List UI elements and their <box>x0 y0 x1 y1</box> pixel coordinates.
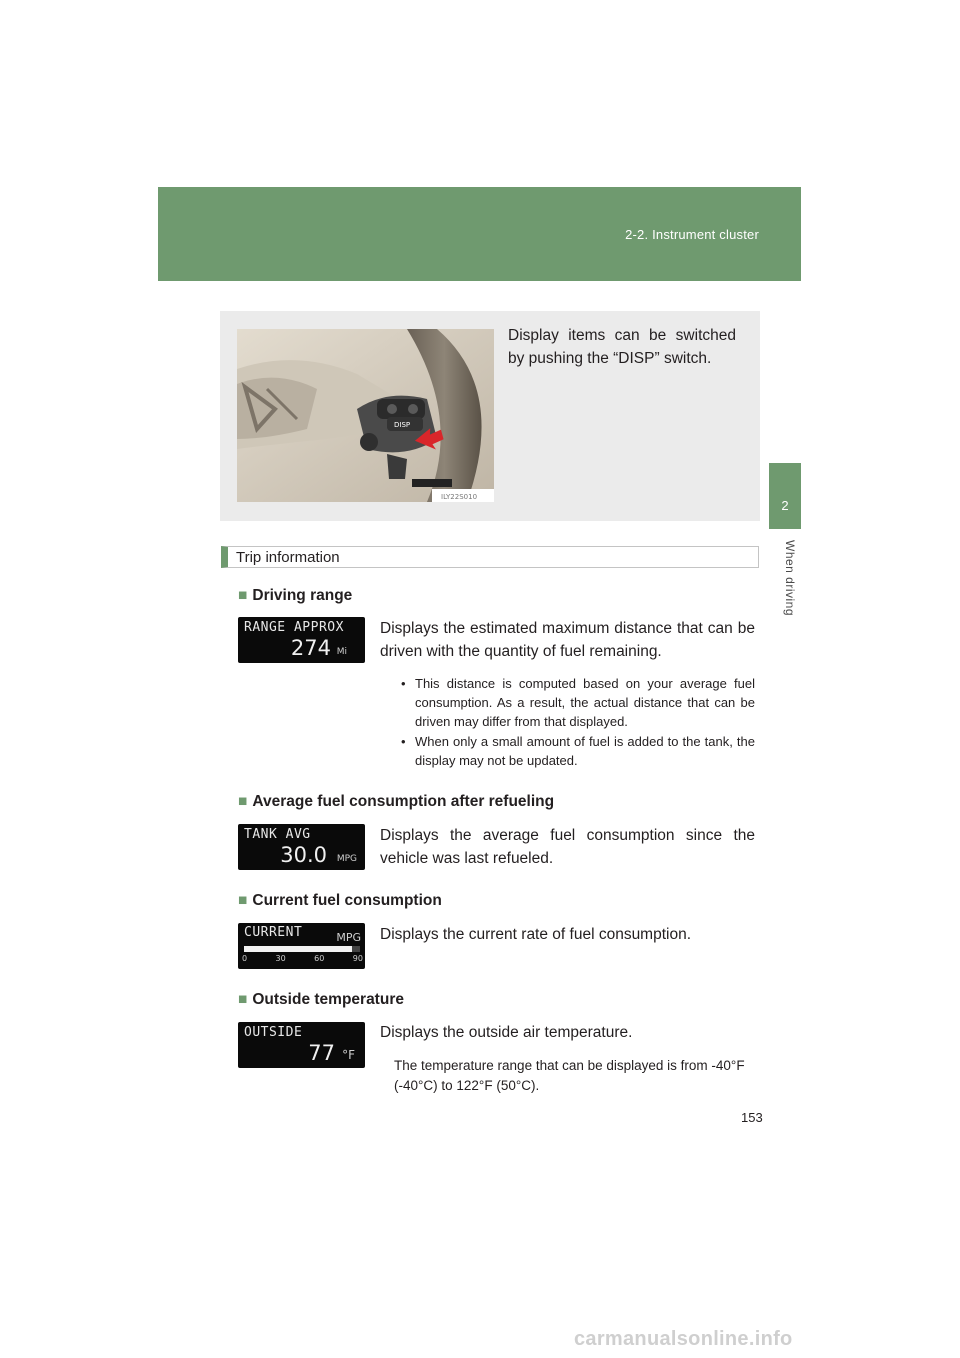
bullet-dot-icon: • <box>401 734 406 749</box>
lcd-unit: °F <box>342 1048 355 1062</box>
lcd-value: 77 <box>308 1041 335 1065</box>
description-driving-range: Displays the estimated maximum distance that can be driven with the quantity of fuel remaining. <box>380 620 755 660</box>
square-bullet-icon: ■ <box>238 587 248 604</box>
square-bullet-icon: ■ <box>238 892 248 909</box>
subheading-current-fuel: ■ Current fuel consumption <box>238 892 442 909</box>
lcd-outside-temperature <box>238 1022 365 1068</box>
subheading-driving-range: ■ Driving range <box>238 587 353 604</box>
temperature-range-note: The temperature range that can be displayed is from -40°F (-40°C) to 122°F (50°C). <box>394 1058 745 1093</box>
page-number: 153 <box>741 1110 763 1125</box>
description-average-fuel: Displays the average fuel consumption since the vehicle was last refueled. <box>380 827 755 867</box>
section-title: Trip information <box>236 549 340 566</box>
figure-panel <box>220 311 760 521</box>
lcd-label: TANK AVG <box>244 827 311 842</box>
lcd-label: RANGE APPROX <box>244 620 344 635</box>
lcd-current-fuel <box>238 923 365 969</box>
figure-caption: Display items can be switched by pushing the “DISP” switch. <box>508 327 736 367</box>
chapter-number: 2 <box>781 498 789 513</box>
bullet-dot-icon: • <box>401 676 406 691</box>
description-outside-temperature: Displays the outside air temperature. <box>380 1024 633 1041</box>
image-code: ILY22S010 <box>441 493 478 501</box>
scale-tick-label: 0 <box>242 954 248 963</box>
header-band <box>158 187 801 281</box>
subheading-outside-temperature: ■ Outside temperature <box>238 991 404 1008</box>
disp-switch-label: DISP <box>394 421 411 429</box>
lcd-value: 30.0 <box>280 843 327 867</box>
lcd-value: 274 <box>290 636 331 660</box>
square-bullet-icon: ■ <box>238 991 248 1008</box>
square-bullet-icon: ■ <box>238 793 248 810</box>
fuel-gauge-fill <box>244 946 352 952</box>
lcd-unit: MPG <box>336 854 357 864</box>
bullet-item: • When only a small amount of fuel is added to the tank, the display may not be updated. <box>401 734 755 768</box>
fuel-gauge-bar <box>244 946 360 952</box>
description-current-fuel: Displays the current rate of fuel consumption. <box>380 926 692 943</box>
scale-tick-label: 90 <box>352 954 363 963</box>
lcd-average-fuel <box>238 824 365 870</box>
steering-wheel-illustration <box>237 329 494 502</box>
lcd-unit: MPG <box>336 931 361 944</box>
subheading-average-fuel: ■ Average fuel consumption after refueling <box>238 793 555 810</box>
lcd-unit: Mi <box>336 647 347 657</box>
bullet-item: • This distance is computed based on your average fuel consumption. As a result, the actual distance that can be driven may differ from that displayed. <box>401 676 755 729</box>
lcd-label: OUTSIDE <box>244 1025 303 1040</box>
watermark: carmanualsonline.info <box>574 1328 793 1350</box>
scale-tick-label: 60 <box>314 954 325 963</box>
chapter-tab <box>769 463 801 529</box>
section-bar <box>221 546 759 568</box>
chapter-label: When driving <box>783 540 797 617</box>
lcd-driving-range <box>238 617 365 663</box>
scale-tick-label: 30 <box>275 954 286 963</box>
section-header: 2-2. Instrument cluster <box>625 227 759 242</box>
lcd-label: CURRENT <box>244 925 303 940</box>
fuel-gauge-scale <box>242 954 363 966</box>
